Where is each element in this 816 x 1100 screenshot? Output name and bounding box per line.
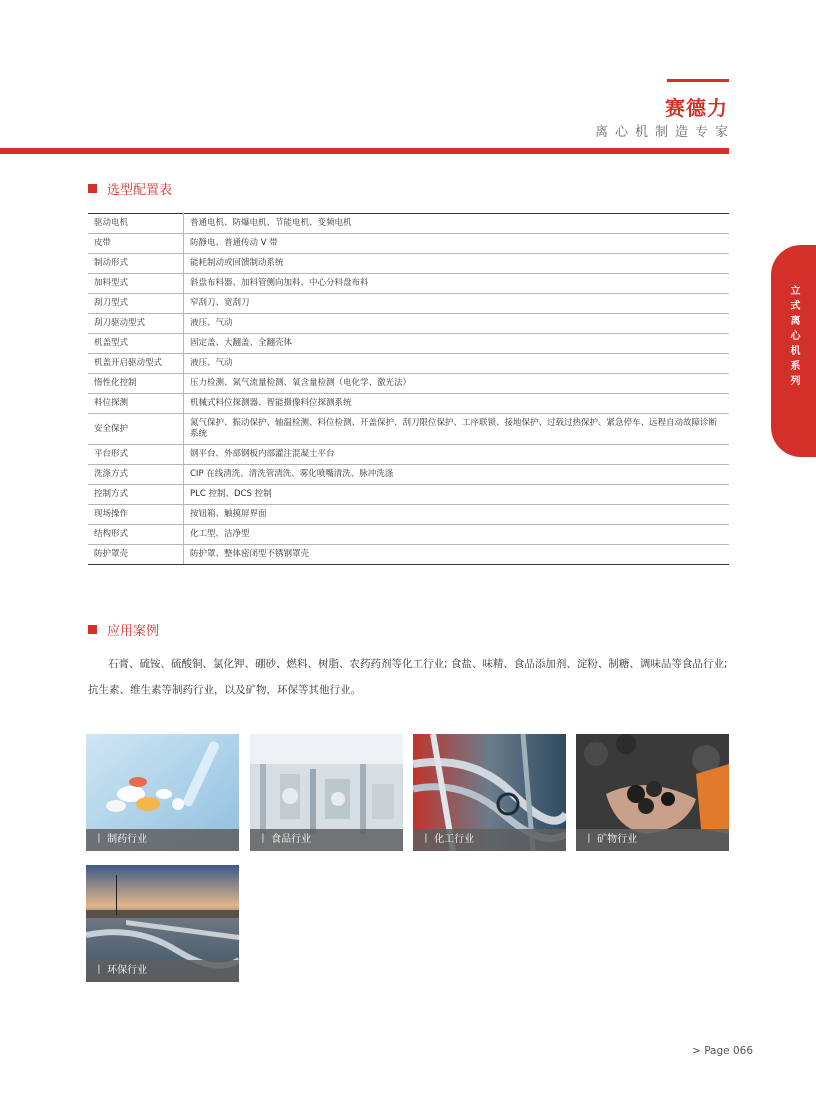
industry-card-food xyxy=(250,734,403,851)
config-key: 制动形式 xyxy=(88,254,184,274)
config-row xyxy=(88,414,729,445)
brand-accent-line xyxy=(667,79,729,82)
config-table xyxy=(88,213,729,565)
config-section-title xyxy=(88,179,172,198)
config-key: 料位探测 xyxy=(88,394,184,414)
config-row xyxy=(88,214,729,234)
page-number: > Page 066 xyxy=(692,1045,753,1057)
industry-card-label: 丨 食品行业 xyxy=(250,829,403,851)
industry-card-label: 丨 制药行业 xyxy=(86,829,239,851)
cases-section-title xyxy=(88,620,159,639)
config-value: CIP 在线清洗、清洗管清洗、雾化喷嘴清洗、脉冲洗涤 xyxy=(184,465,730,485)
config-value: 能耗制动或回馈制动系统 xyxy=(184,254,730,274)
config-value: 液压、气动 xyxy=(184,354,730,374)
config-row xyxy=(88,314,729,334)
config-row xyxy=(88,374,729,394)
config-key: 惰性化控制 xyxy=(88,374,184,394)
config-value: 普通电机、防爆电机、节能电机、变频电机 xyxy=(184,214,730,234)
industry-card-chemical xyxy=(413,734,566,851)
series-side-tab xyxy=(771,245,816,457)
industry-card-environment xyxy=(86,865,239,982)
config-row xyxy=(88,354,729,374)
config-key: 洗涤方式 xyxy=(88,465,184,485)
config-value: 按钮箱、触摸屏界面 xyxy=(184,505,730,525)
config-key: 机盖型式 xyxy=(88,334,184,354)
config-key: 控制方式 xyxy=(88,485,184,505)
config-key: 刮刀型式 xyxy=(88,294,184,314)
config-row xyxy=(88,234,729,254)
config-row xyxy=(88,525,729,545)
brand-name: 赛德力 xyxy=(665,96,728,120)
industry-card-pharma xyxy=(86,734,239,851)
config-key: 刮刀驱动型式 xyxy=(88,314,184,334)
config-row xyxy=(88,294,729,314)
config-key: 加料型式 xyxy=(88,274,184,294)
config-key: 安全保护 xyxy=(88,414,184,445)
config-value: 固定盖、大翻盖、全翻壳体 xyxy=(184,334,730,354)
config-row xyxy=(88,394,729,414)
config-row xyxy=(88,545,729,565)
config-section-title-text: 选型配置表 xyxy=(107,183,173,198)
config-row xyxy=(88,505,729,525)
config-value: 防护罩、整体密闭型不锈钢罩壳 xyxy=(184,545,730,565)
config-row xyxy=(88,465,729,485)
config-value: 防静电、普通传动 V 带 xyxy=(184,234,730,254)
config-value: PLC 控制、DCS 控制 xyxy=(184,485,730,505)
config-key: 平台形式 xyxy=(88,445,184,465)
industry-card-mineral xyxy=(576,734,729,851)
config-key: 现场操作 xyxy=(88,505,184,525)
config-key: 皮带 xyxy=(88,234,184,254)
config-key: 驱动电机 xyxy=(88,214,184,234)
config-value: 液压、气动 xyxy=(184,314,730,334)
config-value: 化工型、洁净型 xyxy=(184,525,730,545)
industry-card-label: 丨 环保行业 xyxy=(86,960,239,982)
config-key: 机盖开启驱动型式 xyxy=(88,354,184,374)
config-value: 氮气保护、振动保护、轴温检测、料位检测、开盖保护、刮刀限位保护、工序联锁、接地保护、过载过热保护、紧急停车、远程自动故障诊断系统 xyxy=(184,414,730,445)
config-row xyxy=(88,274,729,294)
config-row xyxy=(88,254,729,274)
industry-card-label: 丨 矿物行业 xyxy=(576,829,729,851)
config-row xyxy=(88,445,729,465)
config-value: 窄刮刀、宽刮刀 xyxy=(184,294,730,314)
config-key: 结构形式 xyxy=(88,525,184,545)
config-value: 斜盘布料器、加料管侧向加料、中心分料盘布料 xyxy=(184,274,730,294)
series-side-tab-label: 立式离心机系列 xyxy=(788,285,799,390)
config-value: 钢平台、外部钢板内部灌注混凝土平台 xyxy=(184,445,730,465)
config-value: 压力检测、氮气流量检测、氧含量检测（电化学、激光法） xyxy=(184,374,730,394)
config-row xyxy=(88,334,729,354)
brand-slogan: 离心机制造专家 xyxy=(594,125,735,140)
square-bullet-icon xyxy=(88,625,97,634)
cases-section-title-text: 应用案例 xyxy=(107,624,160,639)
industry-card-label: 丨 化工行业 xyxy=(413,829,566,851)
header-rule xyxy=(0,148,729,154)
config-row xyxy=(88,485,729,505)
cases-intro-text: 石膏、硫铵、硫酸铜、氯化钾、硼砂、燃料、树脂、农药药剂等化工行业; 食盐、味精、食品添加剂、淀粉、制糖、调味品等食品行业; 抗生素、维生素等制药行业，以及矿物，环保等其他行业。 xyxy=(88,658,728,696)
config-key: 防护罩壳 xyxy=(88,545,184,565)
config-value: 机械式料位探测器、智能摄像料位探测系统 xyxy=(184,394,730,414)
square-bullet-icon xyxy=(88,184,97,193)
